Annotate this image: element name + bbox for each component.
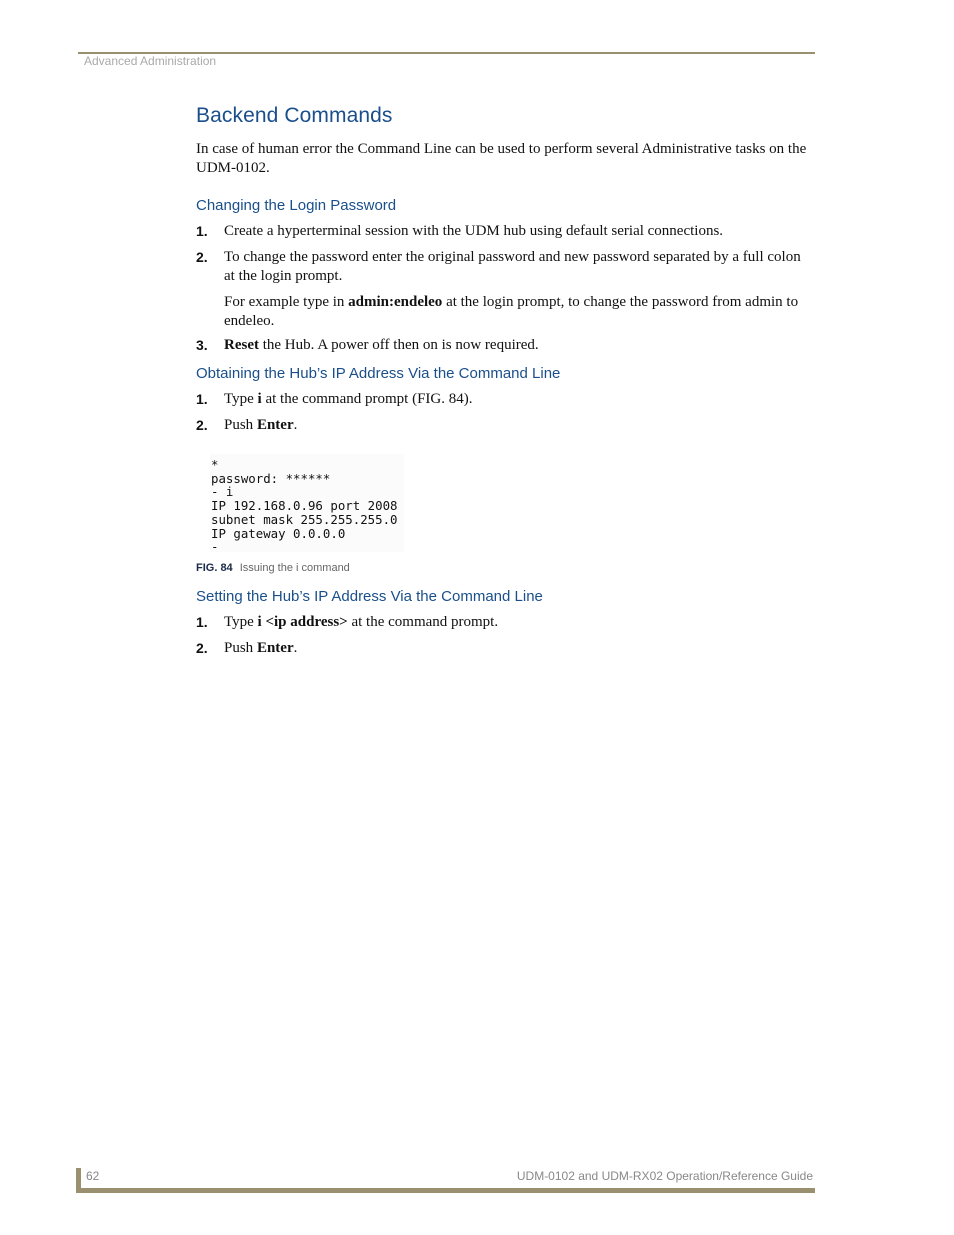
setip-step-1	[196, 613, 811, 632]
terminal-line: password: ******	[211, 470, 331, 486]
page-number: 62	[86, 1169, 100, 1183]
login-step-3	[196, 336, 811, 355]
terminal-line: *	[211, 457, 219, 472]
set-ip-heading: Setting the Hub’s IP Address Via the Command Line	[196, 588, 543, 605]
step-text: at the command prompt.	[347, 614, 499, 630]
setip-step-2	[196, 639, 811, 658]
step-text: Type	[224, 614, 258, 630]
step-text: Push	[224, 640, 257, 656]
step-text: .	[293, 417, 298, 433]
step-text: Push	[224, 417, 257, 433]
step-number: 1.	[196, 614, 208, 630]
obtain-step-1	[196, 390, 811, 409]
login-step-2	[196, 248, 811, 286]
step-number: 2.	[196, 417, 208, 433]
login-step-1	[196, 222, 811, 241]
step-text: Type	[224, 391, 258, 407]
figure-label: FIG. 84	[196, 562, 233, 574]
intro-paragraph: In case of human error the Command Line can be used to perform several Administrative tasks on the UDM-0102.	[196, 141, 807, 176]
section-title: Backend Commands	[196, 104, 393, 127]
running-head: Advanced Administration	[84, 54, 217, 68]
step-text: Create a hyperterminal session with the UDM hub using default serial connections.	[224, 223, 724, 239]
step-text: at the command prompt (FIG. 84).	[261, 391, 473, 407]
step-bold: i	[257, 391, 262, 407]
step-text: the Hub. A power off then on is now required.	[258, 337, 539, 353]
login-example-note	[196, 293, 811, 331]
login-heading: Changing the Login Password	[196, 197, 397, 214]
step-bold: Enter	[256, 417, 294, 433]
page-content	[196, 104, 811, 658]
step-number: 1.	[196, 223, 208, 239]
terminal-line: IP 192.168.0.96 port 2008	[211, 498, 398, 514]
note-text: at the login prompt, to change the password from admin to endeleo.	[224, 294, 799, 329]
figure-caption	[196, 562, 811, 574]
terminal-line: -	[211, 539, 219, 552]
obtain-ip-heading: Obtaining the Hub’s IP Address Via the Command Line	[196, 365, 561, 382]
terminal-line: IP gateway 0.0.0.0	[211, 525, 346, 541]
footer-rule	[76, 1188, 815, 1193]
step-text: To change the password enter the original password and new password separated by a full colon at the login prompt.	[224, 249, 801, 284]
step-number: 1.	[196, 391, 208, 407]
note-text: For example type in	[224, 294, 349, 310]
step-bold: Reset	[224, 337, 259, 353]
terminal-line: - i	[211, 484, 234, 500]
step-text: .	[293, 640, 298, 656]
terminal-screenshot	[210, 454, 404, 552]
step-bold: Enter	[256, 640, 294, 656]
figure-caption-text: Issuing the i command	[239, 562, 350, 574]
guide-title: UDM-0102 and UDM-RX02 Operation/Reference Guide	[516, 1169, 813, 1183]
step-number: 3.	[196, 337, 208, 353]
obtain-step-2	[196, 416, 811, 435]
note-example-command: admin:endeleo	[348, 294, 443, 310]
step-bold: i <ip address>	[257, 614, 348, 630]
step-number: 2.	[196, 249, 208, 265]
terminal-line: subnet mask 255.255.255.0	[211, 511, 398, 527]
step-number: 2.	[196, 640, 208, 656]
